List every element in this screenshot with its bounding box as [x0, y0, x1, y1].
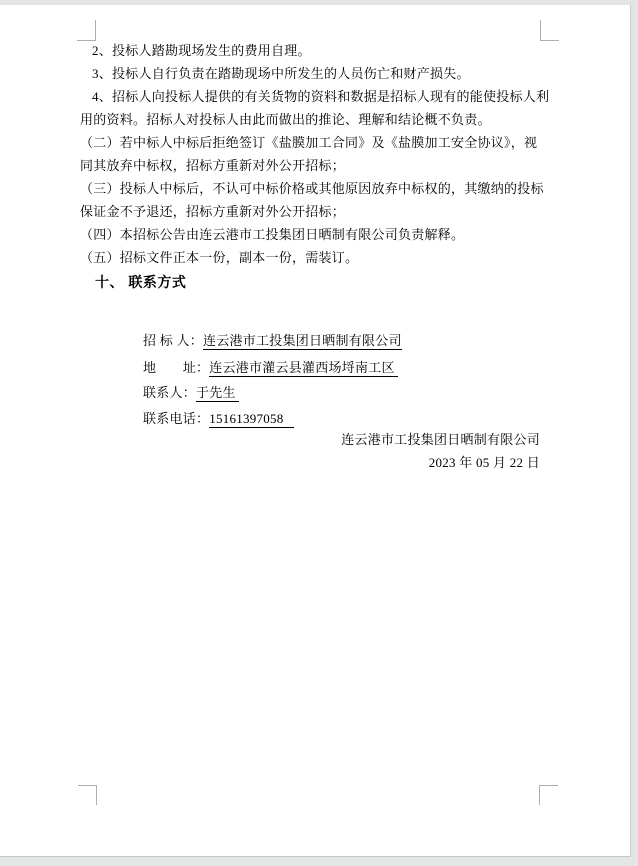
contact-label: 地 址：: [143, 360, 210, 375]
contact-label: 联系人：: [143, 385, 197, 400]
body-text-block: [80, 39, 560, 269]
contact-label: 联系电话：: [143, 411, 210, 426]
text-boundary-mark-top-left: [77, 20, 96, 41]
paragraph-line: 2、投标人踏勘现场发生的费用自理。: [92, 43, 311, 58]
signature-date: 2023 年 05 月 22 日: [428, 455, 540, 470]
document-page[interactable]: [0, 5, 631, 857]
contact-value: 连云港市工投集团日晒制有限公司: [203, 333, 402, 348]
contact-label: 招 标 人：: [143, 333, 204, 348]
contact-value: 连云港市灌云县灌西场埒南工区: [209, 360, 399, 375]
contact-row-person: [122, 363, 240, 400]
contact-value: 15161397058: [209, 411, 295, 426]
contact-row-bidder: [122, 311, 402, 348]
paragraph-line: （五）招标文件正本一份，副本一份，需装订。: [80, 250, 359, 265]
paragraph-line: （二）若中标人中标后拒绝签订《盐膜加工合同》及《盐膜加工安全协议》，视: [80, 135, 538, 150]
paragraph-line: 同其放弃中标权，招标方重新对外公开招标；: [80, 158, 346, 173]
contact-row-address: [122, 338, 399, 375]
signature-company: 连云港市工投集团日晒制有限公司: [341, 432, 540, 447]
paragraph-line: （四）本招标公告由连云港市工投集团日晒制有限公司负责解释。: [80, 227, 465, 242]
section-heading-contact: 十、 联系方式: [95, 274, 187, 290]
paragraph-line: 3、投标人自行负责在踏勘现场中所发生的人员伤亡和财产损失。: [92, 66, 470, 81]
text-boundary-mark-bottom-left: [78, 785, 97, 805]
signature-block: [80, 428, 540, 474]
paragraph-line: （三）投标人中标后，不认可中标价格或其他原因放弃中标权的，其缴纳的投标: [80, 181, 544, 196]
text-boundary-mark-top-right: [540, 20, 559, 41]
paragraph-line: 4、招标人向投标人提供的有关货物的资料和数据是招标人现有的能使投标人利: [92, 89, 550, 104]
paragraph-line: 用的资料。招标人对投标人由此而做出的推论、理解和结论概不负责。: [80, 112, 491, 127]
text-boundary-mark-bottom-right: [539, 785, 558, 805]
contact-row-phone: [122, 389, 295, 426]
contact-value: 于先生: [196, 385, 240, 400]
paragraph-line: 保证金不予退还，招标方重新对外公开招标；: [80, 204, 346, 219]
